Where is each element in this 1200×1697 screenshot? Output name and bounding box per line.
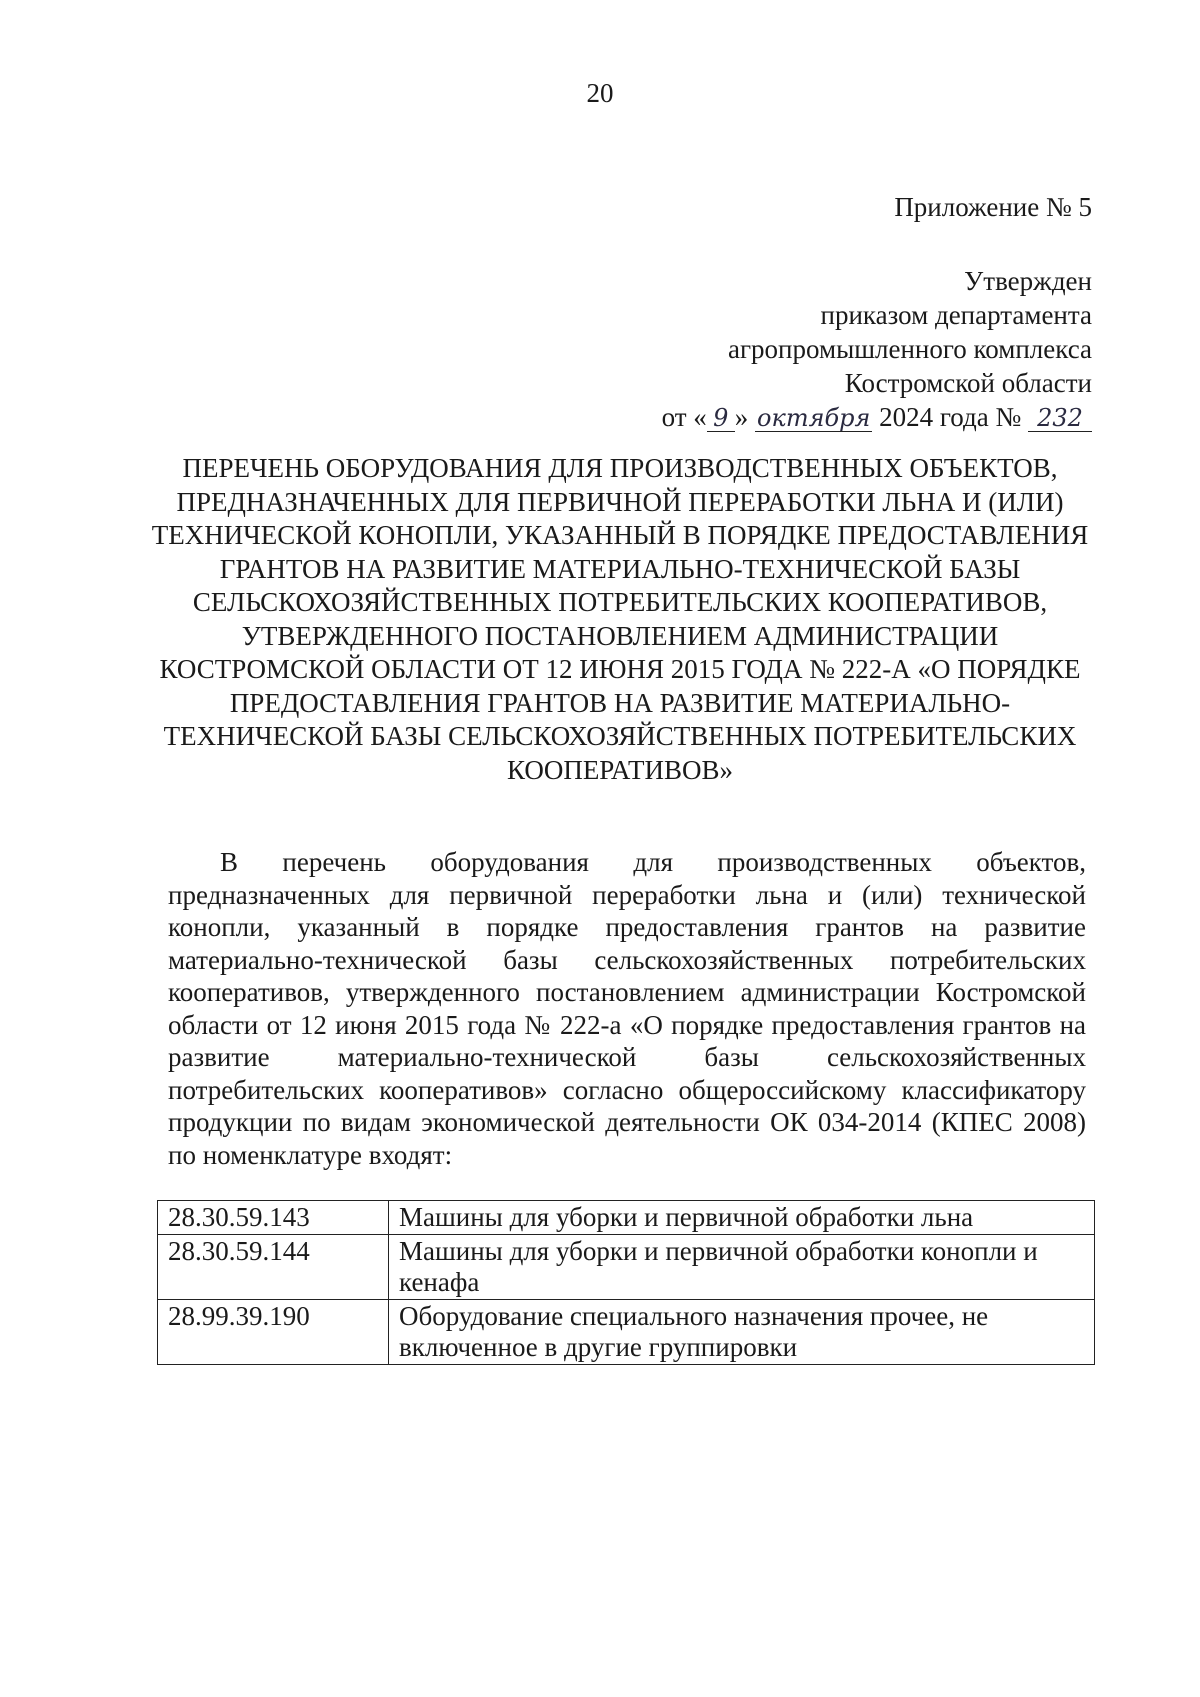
body-paragraph: В перечень оборудования для производственных объектов, предназначенных для первичной переработки льна и (или) технической конопли, указанный в порядке предоставления грантов на развитие материально-технической базы сельскохозяйственных потребительских кооперативов, утвержденного постановлением администрации Костромской области от 12 июня 2015 года № 222-а «О порядке предоставления грантов на развитие материально-технической базы сельскохозяйственных потребительских кооперативов» согласно общероссийскому классификатору продукции по видам экономической деятельности ОК 034-2014 (КПЕС 2008) по номенклатуре входят: <box>168 847 1086 1170</box>
approval-block <box>662 190 1092 434</box>
document-title: ПЕРЕЧЕНЬ ОБОРУДОВАНИЯ ДЛЯ ПРОИЗВОДСТВЕННЫХ ОБЪЕКТОВ, ПРЕДНАЗНАЧЕННЫХ ДЛЯ ПЕРВИЧНОЙ ПЕРЕРАБОТКИ ЛЬНА И (ИЛИ) ТЕХНИЧЕСКОЙ КОНОПЛИ, УКАЗАННЫЙ В ПОРЯДКЕ ПРЕДОСТАВЛЕНИЯ ГРАНТОВ НА РАЗВИТИЕ МАТЕРИАЛЬНО-ТЕХНИЧЕСКОЙ БАЗЫ СЕЛЬСКОХОЗЯЙСТВЕННЫХ ПОТРЕБИТЕЛЬСКИХ КООПЕРАТИВОВ, УТВЕРЖДЕННОГО ПОСТАНОВЛЕНИЕМ АДМИНИСТРАЦИИ КОСТРОМСКОЙ ОБЛАСТИ ОТ 12 ИЮНЯ 2015 ГОДА № 222-А «О ПОРЯДКЕ ПРЕДОСТАВЛЕНИЯ ГРАНТОВ НА РАЗВИТИЕ МАТЕРИАЛЬНО-ТЕХНИЧЕСКОЙ БАЗЫ СЕЛЬСКОХОЗЯЙСТВЕННЫХ ПОТРЕБИТЕЛЬСКИХ КООПЕРАТИВОВ» <box>151 453 1089 785</box>
code-cell: 28.30.59.144 <box>158 1235 389 1300</box>
code-cell: 28.99.39.190 <box>158 1300 389 1365</box>
handwritten-day: 9 <box>707 405 735 432</box>
page-number: 20 <box>586 78 614 108</box>
nomenclature-table <box>157 1200 1095 1365</box>
name-cell: Машины для уборки и первичной обработки конопли и кенафа <box>389 1235 1095 1300</box>
date-prefix: от « <box>661 402 707 432</box>
code-cell: 28.30.59.143 <box>158 1201 389 1235</box>
annex-label: Приложение № 5 <box>894 192 1092 222</box>
approval-line: Утвержден <box>964 266 1092 296</box>
approval-line: приказом департамента <box>820 300 1092 330</box>
table-row <box>158 1300 1095 1365</box>
date-year-text: 2024 года № <box>872 402 1028 432</box>
handwritten-month: октября <box>757 404 871 432</box>
approval-line: Костромской области <box>844 368 1092 398</box>
date-mid: » <box>734 402 756 432</box>
order-date-line <box>662 400 1092 434</box>
name-cell: Оборудование специального назначения прочее, не включенное в другие группировки <box>389 1300 1095 1365</box>
handwritten-order-number: 232 <box>1028 405 1092 432</box>
name-cell: Машины для уборки и первичной обработки льна <box>389 1201 1095 1235</box>
approval-line: агропромышленного комплекса <box>728 334 1092 364</box>
table-row <box>158 1235 1095 1300</box>
table-row <box>158 1201 1095 1235</box>
